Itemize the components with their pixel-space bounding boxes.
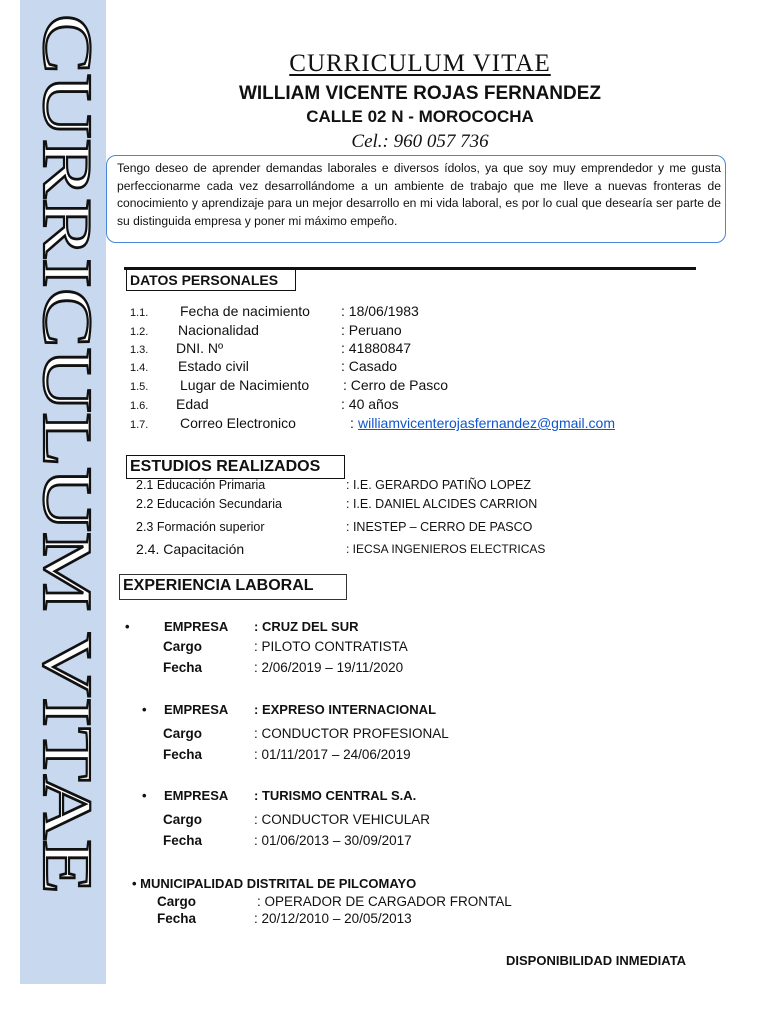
row-label: Correo Electronico: [180, 415, 296, 431]
company-label: EMPRESA: [164, 788, 229, 803]
study-row: [136, 478, 531, 492]
studies-heading: ESTUDIOS REALIZADOS: [126, 455, 345, 479]
job-cargo-row: [157, 894, 512, 909]
company-name: : EXPRESO INTERNACIONAL: [254, 702, 437, 717]
cargo-value: : OPERADOR DE CARGADOR FRONTAL: [257, 894, 512, 909]
fecha-value: : 2/06/2019 – 19/11/2020: [254, 660, 404, 675]
row-label: Lugar de Nacimiento: [180, 377, 310, 393]
fecha-value: : 20/12/2010 – 20/05/2013: [254, 911, 412, 926]
job-fecha-row: [157, 911, 412, 926]
job-cargo-row: [163, 812, 431, 827]
bullet-icon: •: [142, 702, 147, 717]
job-cargo-row: [163, 639, 408, 654]
availability-note: DISPONIBILIDAD INMEDIATA: [506, 953, 687, 968]
cargo-label: Cargo: [163, 639, 203, 654]
job-company-row: [125, 619, 359, 634]
row-number: 1.5.: [130, 381, 149, 393]
cargo-value: : CONDUCTOR VEHICULAR: [254, 812, 431, 827]
cargo-label: Cargo: [163, 812, 203, 827]
job-cargo-row: [163, 726, 449, 741]
personal-row: [130, 396, 399, 412]
study-row: [136, 497, 538, 511]
personal-row: [130, 377, 449, 393]
bullet-icon: •: [125, 619, 130, 634]
row-label: DNI. Nº: [176, 340, 224, 356]
fecha-label: Fecha: [163, 747, 203, 762]
personal-row: [130, 340, 412, 356]
row-label: Edad: [176, 396, 209, 412]
row-number: 1.6.: [130, 400, 149, 412]
email-link[interactable]: williamvicenterojasfernandez@gmail.com: [358, 415, 615, 431]
fecha-value: : 01/11/2017 – 24/06/2019: [254, 747, 411, 762]
study-label: 2.3 Formación superior: [136, 520, 265, 534]
row-value: : Peruano: [341, 322, 402, 338]
personal-row: [130, 358, 398, 374]
fecha-label: Fecha: [157, 911, 197, 926]
row-number: 1.3.: [130, 344, 149, 356]
row-number: 1.2.: [130, 326, 149, 338]
job-company-row: [142, 702, 437, 717]
experience-heading: EXPERIENCIA LABORAL: [119, 574, 347, 600]
cargo-label: Cargo: [163, 726, 203, 741]
row-label: Fecha de nacimiento: [180, 303, 310, 319]
study-label: 2.1 Educación Primaria: [136, 478, 266, 492]
study-value: : I.E. GERARDO PATIÑO LOPEZ: [346, 478, 531, 492]
cargo-value: : CONDUCTOR PROFESIONAL: [254, 726, 449, 741]
study-label: 2.2 Educación Secundaria: [136, 497, 282, 511]
cv-title: CURRICULUM VITAE: [289, 50, 551, 77]
job-fecha-row: [163, 747, 411, 762]
job-company-row: [142, 788, 417, 803]
study-value: : IECSA INGENIEROS ELECTRICAS: [346, 542, 546, 556]
sidebar-vertical-title: [20, 14, 106, 974]
row-label: Nacionalidad: [178, 322, 259, 338]
job-fecha-row: [163, 660, 404, 675]
row-value: : Cerro de Pasco: [343, 377, 449, 393]
row-value: : 40 años: [341, 396, 399, 412]
company-name: : CRUZ DEL SUR: [254, 619, 359, 634]
personal-data-heading: DATOS PERSONALES: [126, 269, 296, 291]
study-label: 2.4. Capacitación: [136, 541, 245, 557]
study-value: : INESTEP – CERRO DE PASCO: [346, 520, 533, 534]
row-colon: :: [350, 415, 354, 431]
fecha-label: Fecha: [163, 660, 203, 675]
study-row: [136, 541, 546, 557]
row-label: Estado civil: [178, 358, 249, 374]
bullet-icon: •: [142, 788, 147, 803]
company-name: : TURISMO CENTRAL S.A.: [254, 788, 417, 803]
personal-row: [130, 322, 402, 338]
row-value: : 18/06/1983: [341, 303, 419, 319]
candidate-phone: Cel.: 960 057 736: [351, 131, 489, 152]
company-label: EMPRESA: [164, 619, 229, 634]
vertical-title-text: CURRICULUM VITAE: [28, 14, 105, 702]
personal-row: [130, 303, 419, 319]
row-number: 1.1.: [130, 307, 149, 319]
company-label: EMPRESA: [164, 702, 229, 717]
personal-row: [130, 415, 615, 431]
row-number: 1.4.: [130, 362, 149, 374]
fecha-label: Fecha: [163, 833, 203, 848]
row-value: : Casado: [341, 358, 398, 374]
cargo-value: : PILOTO CONTRATISTA: [254, 639, 408, 654]
job-fecha-row: [163, 833, 412, 848]
candidate-address: CALLE 02 N - MOROCOCHA: [306, 107, 534, 126]
row-value: : 41880847: [341, 340, 412, 356]
cargo-label: Cargo: [157, 894, 197, 909]
fecha-value: : 01/06/2013 – 30/09/2017: [254, 833, 412, 848]
candidate-name: WILLIAM VICENTE ROJAS FERNANDEZ: [238, 83, 602, 104]
job-company-row: • MUNICIPALIDAD DISTRITAL DE PILCOMAYO: [132, 876, 417, 891]
row-number: 1.7.: [130, 419, 149, 431]
profile-summary: Tengo deseo de aprender demandas laborales e diversos ídolos, ya que soy muy emprendedor y me gusta perfeccionarme cada vez desarrollándome a un ambiente de trabajo que me lleve a nuevas fronteras de conocimiento y aprendizaje para un mejor desarrollo en mi vida laboral, es por lo cual que desearía ser parte de su distinguida empresa y poner mi máximo empeño.: [106, 155, 726, 243]
study-value: : I.E. DANIEL ALCIDES CARRION: [346, 497, 538, 511]
study-row: [136, 520, 533, 534]
